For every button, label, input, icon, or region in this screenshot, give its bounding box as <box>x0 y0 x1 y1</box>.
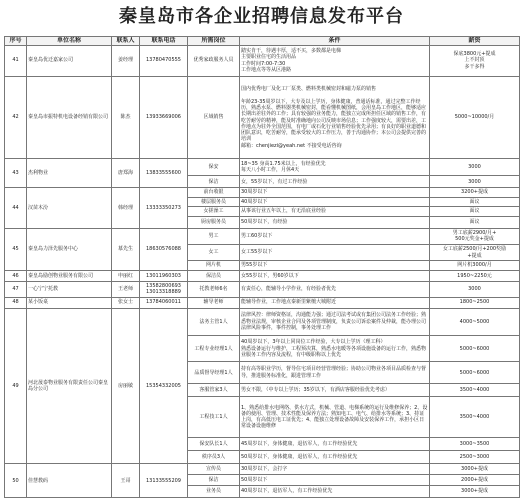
salary-cell: 3000+提成 <box>430 485 520 497</box>
requirement-cell: 50周岁以下，有经验 <box>240 216 430 228</box>
position-cell: 工程专业经理1人 <box>188 336 240 362</box>
position-cell: 辅导老师 <box>188 297 240 308</box>
position-cell: 法务主管1人 <box>188 308 240 336</box>
requirement-cell: 50周岁以下 <box>240 475 430 486</box>
header-cell: 单位名称 <box>27 37 112 46</box>
salary-cell: 保底3800元+提成 上不封顶 多干多得 <box>430 45 520 76</box>
table-row <box>5 464 520 475</box>
salary-cell: 3000+提成 <box>430 464 520 475</box>
requirement-cell: 男女不限，（中专以上学历；35岁以下，有酒店客服经验优先考虑） <box>240 383 430 396</box>
salary-cell: 2500~3000 <box>430 451 520 464</box>
company-cell: 某小饭桌 <box>27 297 112 308</box>
phone-cell: 18630576088 <box>140 228 188 270</box>
index-cell: 45 <box>5 228 27 270</box>
table-row <box>5 297 520 308</box>
requirement-cell: 能辅导作业，工作地点秦新里紫檀大城附近 <box>240 297 430 308</box>
index-cell: 41 <box>5 45 27 76</box>
salary-cell: 面议 <box>430 197 520 207</box>
header-cell: 所需岗位 <box>188 37 240 46</box>
position-cell: 品质督导经理1人 <box>188 362 240 384</box>
position-cell: 保安 <box>188 159 240 176</box>
contact-cell: 慕先生 <box>112 228 140 270</box>
requirement-cell: 50周岁以下，身体健康，退伍军人，有工作经验优先 <box>240 451 430 464</box>
table-row <box>5 281 520 297</box>
contact-cell: 申丽红 <box>112 270 140 281</box>
requirement-cell: 男工60岁以下 <box>240 228 430 244</box>
phone-cell: 13933669006 <box>140 76 188 159</box>
table-row <box>5 76 520 159</box>
requirement-cell: 45周岁以下，身体健康，退伍军人，有工作经验优先 <box>240 437 430 450</box>
company-cell: 杰利物业 <box>27 159 112 188</box>
requirement-cell: 40周岁以下 <box>240 197 430 207</box>
company-cell: 秦皇岛励创物业服务有限公司 <box>27 270 112 281</box>
contact-cell: 姜经理 <box>112 45 140 76</box>
contact-cell: 王哥 <box>112 464 140 498</box>
salary-cell: 面议 <box>430 216 520 228</box>
header-cell: 序号 <box>5 37 27 46</box>
salary-cell: 3000 <box>430 176 520 188</box>
header-cell: 条件 <box>240 37 430 46</box>
position-cell: 男工 <box>188 228 240 244</box>
phone-cell: 13780470555 <box>140 45 188 76</box>
position-cell: 工程技工1人 <box>188 397 240 438</box>
requirement-cell: 国内优秀电厂及化工厂泵类、燃料类机械密封和磁力泵的销售 年龄23-35周岁以下，大专及以上学历，身体健康，普通话标准，通过完整工作经历，熟悉水泵、燃料器类机械密封，能看懂机械图纸，会用皇岛工作地区，能够适应长期出差驻外的工作；具有较强的业务能力，能独立完成所担任区域的销售工作，有吃苦耐劳的精神，能及时准确地向公司反映市场信息；工作强度较大，需要出差，工作地点为驻外全国范围，有电厂或石化行业销售经验优先录用；有良好的职业道德和团队意识，吃苦耐劳，能承受较大的工作压力，善于沟通协作；本公司会提供完善的培训 邮箱：chenjiezi@yeah.net 不接受电话咨询 <box>240 76 430 159</box>
phone-cell: 13833555600 <box>140 159 188 188</box>
salary-cell: 3000 <box>430 281 520 297</box>
company-cell: 秦皇岛力泽先服务中心 <box>27 228 112 270</box>
salary-cell: 3500~4000 <box>430 397 520 438</box>
table-row <box>5 188 520 198</box>
phone-cell: 13784060011 <box>140 297 188 308</box>
header-cell: 联系人 <box>112 37 140 46</box>
table-row <box>5 308 520 336</box>
salary-cell: 1950~2250元 <box>430 270 520 281</box>
salary-cell: 4000~5000 <box>430 308 520 336</box>
position-cell: 网片机 <box>188 261 240 271</box>
position-cell: 秩序员3人 <box>188 451 240 464</box>
phone-cell: 15354332005 <box>140 308 188 464</box>
index-cell: 44 <box>5 188 27 229</box>
table-row <box>5 159 520 176</box>
position-cell: 客服管家3人 <box>188 383 240 396</box>
position-cell: 保洁 <box>188 475 240 486</box>
salary-cell: 5000~6000 <box>430 362 520 384</box>
requirement-cell: 踏实肯干，待遇丰厚，适不买，多数都是电梯 主要职业住宅的生活用品 工作时间7:00-7:30 工作地点等等从区港路 <box>240 45 430 76</box>
requirement-cell: 法律风控：律师资格证，沟通能力强；通过司法考试或有集团公司法务工作经验；熟悉物业法规，审核企业合同及各项管理制度，负责公司诉讼案件及仲裁，能办理公司法律风险事件，事件控制，事务处理工作 <box>240 308 430 336</box>
position-cell: 保洁员 <box>188 270 240 281</box>
index-cell: 43 <box>5 159 27 188</box>
salary-cell: 女工底薪2500/月+200奖励 +提成 <box>430 245 520 261</box>
page-title: 秦皇岛市各企业招聘信息发布平台 <box>119 6 404 27</box>
phone-cell: 13133555209 <box>140 464 188 498</box>
position-cell: 厨房服务员 <box>188 216 240 228</box>
contact-cell: 韩经理 <box>112 188 140 229</box>
salary-cell: 2000+提成 <box>430 475 520 486</box>
index-cell: 50 <box>5 464 27 498</box>
phone-cell: 13333350273 <box>140 188 188 229</box>
position-cell: 前台收银 <box>188 188 240 198</box>
company-cell: 佳慧教码 <box>27 464 112 498</box>
index-cell: 46 <box>5 270 27 281</box>
requirement-cell: 持有高等职业学历，督导住宅项目经营管理经验；协助公司物业各项目品质检查与督导，推进服务标准化，跟进管理工作 <box>240 362 430 384</box>
salary-cell: 3200+提成 <box>430 188 520 198</box>
position-cell: 楼层服务员 <box>188 197 240 207</box>
salary-cell: 3500~4000 <box>430 383 520 396</box>
company-cell: 河北晟泰物业服务有限责任公司秦皇岛分公司 <box>27 308 112 464</box>
requirement-cell: 30周岁以下 <box>240 188 430 198</box>
requirement-cell: 有责任心，能辅导小学作业，有经验者优先 <box>240 281 430 297</box>
table-header-row <box>5 37 520 46</box>
contact-cell: 陈杰 <box>112 76 140 159</box>
table-row <box>5 270 520 281</box>
position-cell: 女搓澡工 <box>188 207 240 217</box>
table-body <box>5 45 520 498</box>
recruitment-table <box>4 36 520 498</box>
requirement-cell: 女，55岁以下，有过工作经验 <box>240 176 430 188</box>
requirement-cell: 女55岁以下，男60岁以下 <box>240 270 430 281</box>
salary-cell: 网片机3000/月 <box>430 261 520 271</box>
requirement-cell: 40周岁以下，退伍军人，有工作经验优先 <box>240 485 430 497</box>
position-cell: 保洁 <box>188 176 240 188</box>
position-cell: 业务员 <box>188 485 240 497</box>
salary-cell: 3000 <box>430 159 520 176</box>
position-cell: 宣传员 <box>188 464 240 475</box>
index-cell: 47 <box>5 281 27 297</box>
phone-cell: 13011960303 <box>140 270 188 281</box>
header-cell: 联系电话 <box>140 37 188 46</box>
company-cell: 秦皇岛市振特机电设备经销有限公司 <box>27 76 112 159</box>
requirement-cell: 40周岁以下，3年以上同岗位工作经验，大专以上学历（理工科） 熟悉设备运行与维护，工程预决算，熟悉水电暖等各项设施设备的运行工作，熟悉物业服务工作内容及流程，有中级职称以上优先 <box>240 336 430 362</box>
requirement-cell: 18~35 身高1.75米以上，有经验优先 每天八小时工作，月休4天 <box>240 159 430 176</box>
company-cell: 汉苗木汾 <box>27 188 112 229</box>
company-cell: 秦皇岛优迁嘉家公司 <box>27 45 112 76</box>
index-cell: 42 <box>5 76 27 159</box>
contact-cell: 张女士 <box>112 297 140 308</box>
index-cell: 48 <box>5 297 27 308</box>
salary-cell: 5000~6000 <box>430 336 520 362</box>
requirement-cell: 1、熟悉给排水电网络、供水方式，机械、管道、电梯系统的运行及维修保养；2、设备的使用、管理、技术性能及保养方法；熟知电工、电气、给排水等系统；3、持证上岗，有高低压电工证优先；4、能独立处理设备故障及安装保养工作，承担小区日常设备设施维修 <box>240 397 430 438</box>
salary-cell: 5000~10000/月 <box>430 76 520 159</box>
company-cell: 一心宁宁托教 <box>27 281 112 297</box>
position-cell: 保安队长1人 <box>188 437 240 450</box>
header-cell: 薪资 <box>430 37 520 46</box>
position-cell: 女工 <box>188 245 240 261</box>
requirement-cell: 30周岁以下，会打字 <box>240 464 430 475</box>
position-cell: 托教老师6名 <box>188 281 240 297</box>
requirement-cell: 从事该行业五年以上，有无沿底业经验 <box>240 207 430 217</box>
position-cell: 优秀家政服务人员 <box>188 45 240 76</box>
contact-cell: 王老师 <box>112 281 140 297</box>
contact-cell: 唐郑海 <box>112 159 140 188</box>
requirement-cell: 女工55岁以下 <box>240 245 430 261</box>
contact-cell: 房丽敏 <box>112 308 140 464</box>
position-cell: 区域销售 <box>188 76 240 159</box>
requirement-cell: 男55岁以下 <box>240 261 430 271</box>
table-row <box>5 45 520 76</box>
salary-cell: 男工底薪2900/月+ 500元奖金+提成 <box>430 228 520 244</box>
salary-cell: 1800~2500 <box>430 297 520 308</box>
salary-cell: 3000~3500 <box>430 437 520 450</box>
index-cell: 49 <box>5 308 27 464</box>
phone-cell: 13582800693 13013318889 <box>140 281 188 297</box>
salary-cell: 面议 <box>430 207 520 217</box>
table-row <box>5 228 520 244</box>
